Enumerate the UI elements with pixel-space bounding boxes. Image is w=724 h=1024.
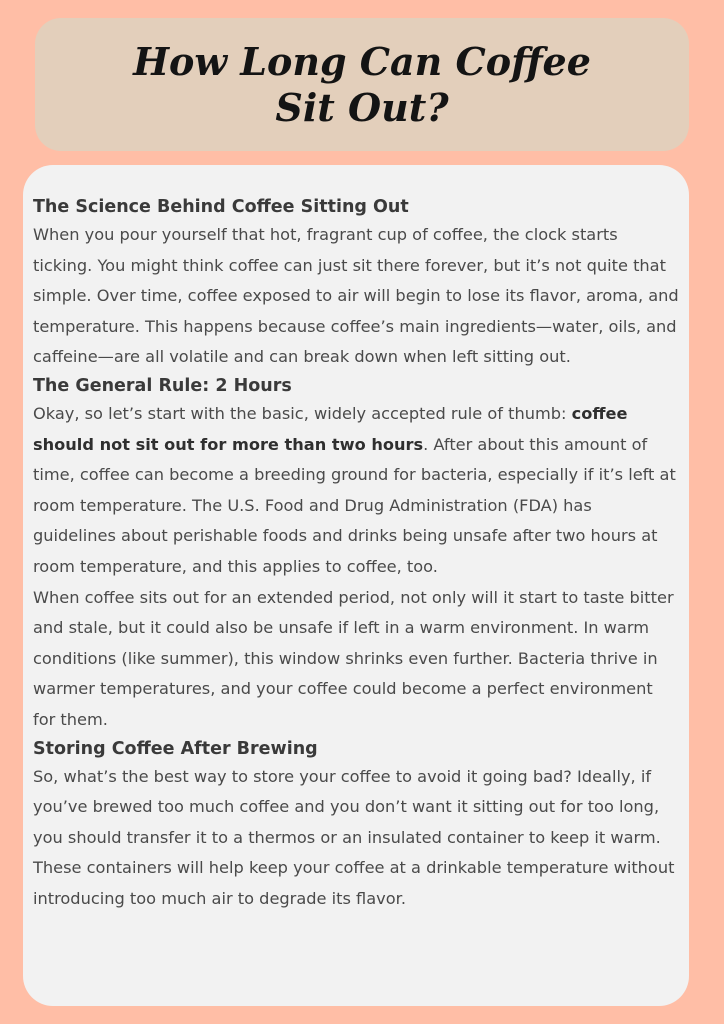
section-heading-science: The Science Behind Coffee Sitting Out [33, 197, 409, 217]
section-paragraph: When you pour yourself that hot, fragrant cup of coffee, the clock starts ticking. You might think coffee can just sit there forever, but it’s not quite that simple. Over time, coffee exposed to air will begin to lose its flavor, aroma, and temperature. This happens because coffee’s main ingredients—water, oils, and caffeine—are all volatile and can break down when left sitting out. [33, 225, 679, 367]
section-paragraph: When coffee sits out for an extended period, not only will it start to taste bitter and stale, but it could also be unsafe if left in a warm environment. In warm conditions (like summer), this window shrinks even further. Bacteria thrive in warmer temperatures, and your coffee could become a perfect environment for them. [33, 587, 674, 729]
page-title: How Long Can Coffee Sit Out? [133, 38, 591, 130]
section-paragraph [33, 399, 679, 583]
section-heading-general-rule: The General Rule: 2 Hours [33, 375, 292, 396]
content-card [23, 165, 689, 1006]
section-paragraph: So, what’s the best way to store your coffee to avoid it going bad? Ideally, if you’ve brewed too much coffee and you don’t want it sitting out for too long, you should transfer it to a thermos or an insulated container to keep it warm. These containers will help keep your coffee at a drinkable temperature without introducing too much air to degrade its flavor. [33, 766, 675, 908]
paragraph-text: Okay, so let’s start with the basic, widely accepted rule of thumb: [33, 403, 572, 423]
title-card [35, 18, 689, 151]
section-heading-storing: Storing Coffee After Brewing [33, 738, 318, 759]
paragraph-text: . After about this amount of time, coffee can become a breeding ground for bacteria, especially if it’s left at room temperature. The U.S. Food and Drug Administration (FDA) has guidelines about perishable foods and drinks being unsafe after two hours at room temperature, and this applies to coffee, too. [33, 434, 676, 576]
emphasis-text: coffee should not sit out for more than two hours [33, 403, 628, 454]
